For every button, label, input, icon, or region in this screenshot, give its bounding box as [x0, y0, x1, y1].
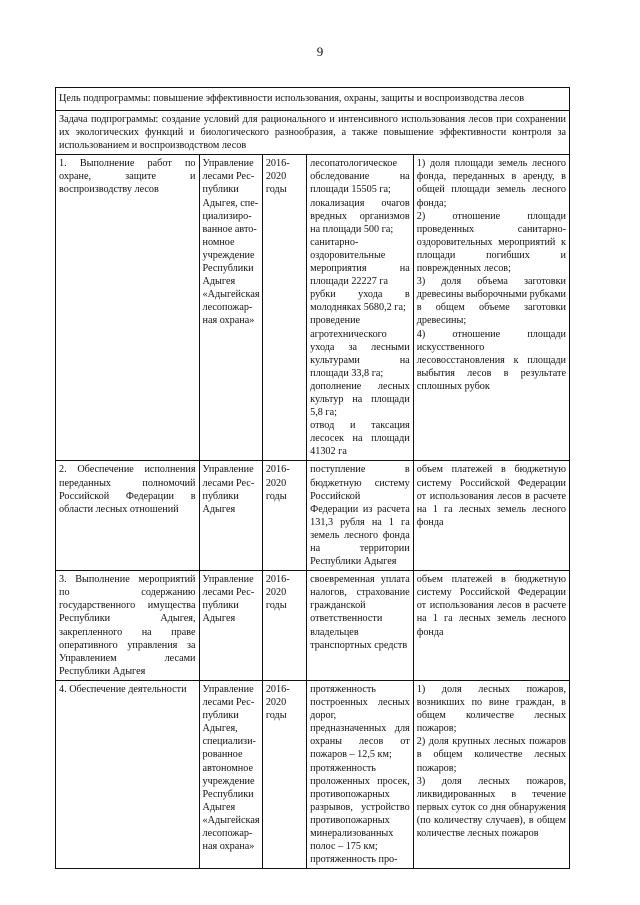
subprogram-table: [55, 87, 570, 869]
target-cell: 1) доля площади земель лесного фонда, переданных в аренду, в общей площади земель лесного фонда; 2) отношение площади проведенных санитарно-оздоровительных мероприятий к площади погибших и поврежденных лесов; 3) доля объема заготовки древесины выборочными рубками в общем объеме заготовки древесины; 4) отношение площади искусственного лесовосстановления к площади выбытия лесов в результате сплошных рубок: [413, 155, 569, 461]
page-number: 9: [316, 44, 324, 59]
action-cell: 3. Выполнение мероприятий по содержанию государственного имущества Республики Адыгея, закрепленного на праве оперативного управления за Управлением лесами Республики Адыгея: [56, 571, 200, 681]
action-cell: 4. Обеспечение деятельности: [56, 680, 200, 868]
executor-cell: Управление лесами Рес- публики Адыгея, специализи- рованное автономное учреждение Республики Адыгея «Адыгейская лесопожар- ная охрана»: [199, 680, 262, 868]
goal-row: [56, 88, 570, 111]
executor-cell: Управление лесами Рес- публики Адыгея: [199, 571, 262, 681]
indicators-cell: своевременная уплата налогов, страхование гражданской ответственности владельцев транспортных средств: [307, 571, 414, 681]
target-cell: 1) доля лесных пожаров, возникших по вине граждан, в общем количестве лесных пожаров; 2) доля крупных лесных пожаров в общем количестве лесных пожаров; 3) доля лесных пожаров, ликвидированных в течение первых суток со дня обнаружения (по количеству случаев), в общем количестве лесных пожаров: [413, 680, 569, 868]
indicators-cell: поступление в бюджетную систему Российской Федерации из расчета 131,3 рубля на 1 га земель лесного фонда на территории Республики Адыгея: [307, 461, 414, 571]
indicators-cell: лесопатологическое обследование на площади 15505 га; локализация очагов вредных организмов на площади 500 га; санитарно-оздоровительные мероприятия на площади 22227 га рубки ухода в молодняках 5680,2 га; проведение агротехнического ухода за лесными культурами на площади 33,8 га; дополнение лесных культур на площади 5,8 га; отвод и таксация лесосек на площади 41302 га: [307, 155, 414, 461]
goal-cell: Цель подпрограммы: повышение эффективности использования, охраны, защиты и воспроизводства лесов: [56, 88, 570, 111]
executor-cell: Управление лесами Рес- публики Адыгея: [199, 461, 262, 571]
table-row: [56, 680, 570, 868]
action-cell: 2. Обеспечение исполнения переданных полномочий Российской Федерации в области лесных отношений: [56, 461, 200, 571]
target-cell: объем платежей в бюджетную систему Российской Федерации от использования лесов в расчете на 1 га лесных земель лесного фонда: [413, 461, 569, 571]
table-row: [56, 461, 570, 571]
term-cell: 2016- 2020 годы: [262, 680, 306, 868]
term-cell: 2016- 2020 годы: [262, 571, 306, 681]
table-row: [56, 155, 570, 461]
executor-cell: Управление лесами Рес- публики Адыгея, спе- циализиро- ванное авто- номное учреждение Республики Адыгея «Адыгейская лесопожар- ная охрана»: [199, 155, 262, 461]
indicators-cell: протяженность построенных лесных дорог, предназначенных для охраны лесов от пожаров – 12,5 км; протяженность проложенных просек, противопожарных разрывов, устройство противопожарных минерализованных полос – 175 км; протяженность про-: [307, 680, 414, 868]
action-cell: 1. Выполнение работ по охране, защите и воспроизводству лесов: [56, 155, 200, 461]
task-cell: Задача подпрограммы: создание условий для рационального и интенсивного использования лесов при сохранении их экологических функций и биологического разнообразия, а также повышение эффективности контроля за использованием и воспроизводством лесов: [56, 111, 570, 155]
term-cell: 2016- 2020 годы: [262, 461, 306, 571]
target-cell: объем платежей в бюджетную систему Российской Федерации от использования лесов в расчете на 1 га лесных земель лесного фонда: [413, 571, 569, 681]
task-row: [56, 111, 570, 155]
term-cell: 2016- 2020 годы: [262, 155, 306, 461]
table-row: [56, 571, 570, 681]
